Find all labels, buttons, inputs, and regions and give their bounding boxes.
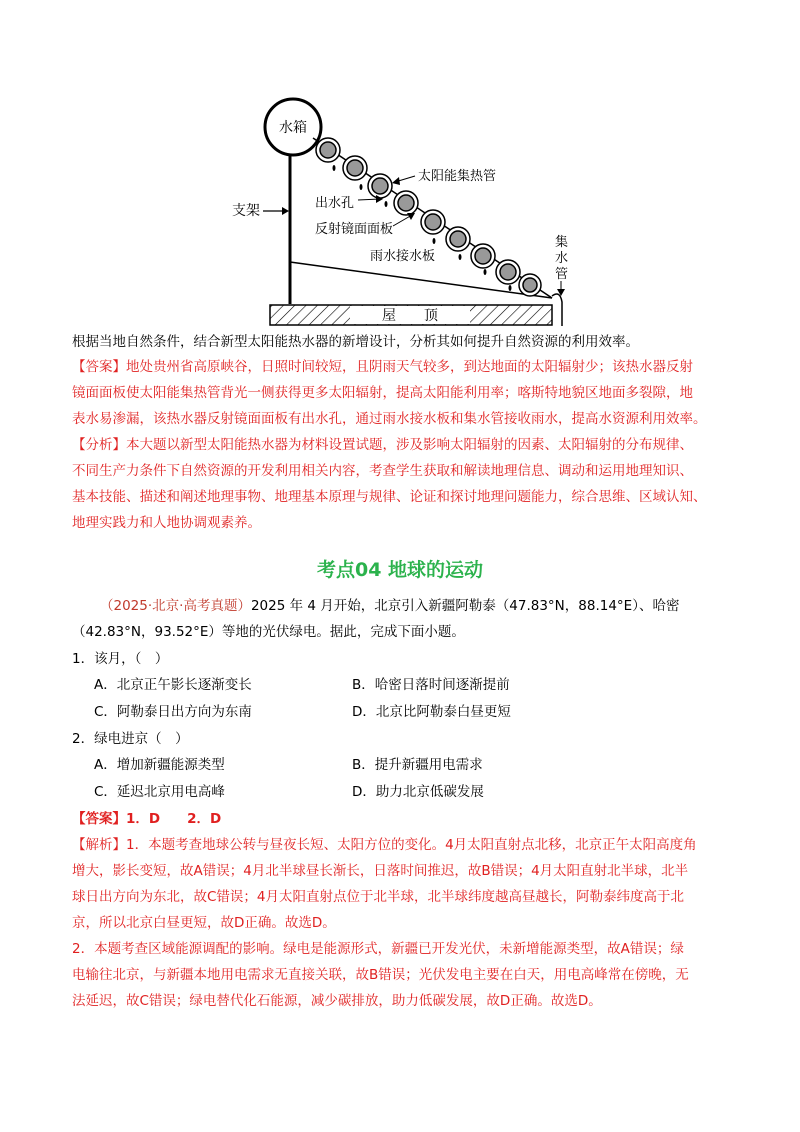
q2-option-d[interactable]: D．助力北京低碳发展 [352, 784, 484, 800]
roof-label: 屋 顶 [382, 308, 438, 324]
answer-line-3: 表水易渗漏，该热水器反射镜面面板有出水孔，通过雨水接水板和集水管接收雨水，提高水资源利用效率。 [72, 411, 707, 427]
q1-stem: 1．该月，（ ） [72, 651, 169, 667]
q1-option-d[interactable]: D．北京比阿勒泰白昼更短 [352, 704, 511, 720]
analysis-label: 【分析】 [72, 437, 126, 453]
q2-option-a[interactable]: A．增加新疆能源类型 [94, 757, 225, 773]
stand-label: 支架 [232, 203, 260, 219]
answer2-line: 【答案】1．D 2．D [72, 811, 222, 827]
tube-label: 太阳能集热管 [418, 169, 497, 184]
explanation-line-6: 电输往北京，与新疆本地用电需求无直接关联，故B错误；光伏发电主要在白天，用电高峰常在傍晚，无 [72, 967, 689, 983]
collector-label-1: 集 [555, 235, 569, 250]
explanation-line-7: 法延迟，故C错误；绿电替代化石能源，减少碳排放，助力低碳发展，故D正确。故选D。 [72, 993, 602, 1009]
analysis-line-1: 【分析】本大题以新型太阳能热水器为材料设置试题，涉及影响太阳辐射的因素、太阳辐射的分布规律、 [72, 437, 693, 453]
answer-line-1: 【答案】地处贵州省高原峡谷，日照时间较短，且阴雨天气较多，到达地面的太阳辐射少；该热水器反射 [72, 359, 693, 375]
section-title: 考点04 地球的运动 [316, 559, 484, 581]
solar-tubes [316, 138, 541, 296]
collector-pipe [552, 294, 562, 326]
source-tag: （2025·北京·高考真题） [100, 598, 251, 614]
explanation-line-5: 2．本题考查区域能源调配的影响。绿电是能源形式，新疆已开发光伏，未新增能源类型，故A错误；绿 [72, 941, 684, 957]
water-tank-label: 水箱 [279, 120, 307, 136]
q1-option-c[interactable]: C．阿勒泰日出方向为东南 [94, 704, 252, 720]
analysis-line-2: 不同生产力条件下自然资源的开发利用相关内容，考查学生获取和解读地理信息、调动和运用地理知识、 [72, 463, 693, 479]
outlet-label: 出水孔 [315, 196, 355, 211]
q1-option-b[interactable]: B．哈密日落时间逐渐提前 [352, 677, 510, 693]
q1-option-a[interactable]: A．北京正午影长逐渐变长 [94, 677, 252, 693]
answer-label: 【答案】 [72, 359, 126, 375]
explanation-label: 【解析】 [72, 837, 126, 853]
answer2-label: 【答案】 [72, 811, 126, 827]
question-text: 根据当地自然条件，结合新型太阳能热水器的新增设计，分析其如何提升自然资源的利用效率。 [72, 334, 639, 350]
q2-option-c[interactable]: C．延迟北京用电高峰 [94, 784, 225, 800]
explanation-line-3: 球日出方向为东北，故C错误；4月太阳直射点位于北半球，北半球纬度越高昼越长，阿勒泰纬度高于北 [72, 889, 685, 905]
analysis-line-4: 地理实践力和人地协调观素养。 [72, 515, 261, 531]
explanation-line-2: 增大，影长变短，故A错误；4月北半球昼长渐长，日落时间推迟，故B错误；4月太阳直射北半球，北半 [72, 863, 689, 879]
answer-line-2: 镜面面板使太阳能集热管背光一侧获得更多太阳辐射，提高太阳能利用率；喀斯特地貌区地面多裂隙，地 [72, 385, 693, 401]
q2-option-b[interactable]: B．提升新疆用电需求 [352, 757, 483, 773]
intro-line-1: （2025·北京·高考真题）2025 年 4 月开始，北京引入新疆阿勒泰（47.83°N，88.14°E）、哈密 [100, 598, 680, 614]
explanation-line-4: 京，所以北京白昼更短，故D正确。故选D。 [72, 915, 336, 931]
mirror-label: 反射镜面面板 [315, 222, 394, 237]
collector-label-2: 水 [555, 251, 569, 266]
solar-heater-diagram [0, 0, 800, 330]
intro-line-2: （42.83°N，93.52°E）等地的光伏绿电。据此，完成下面小题。 [72, 624, 465, 640]
rain-board-label: 雨水接水板 [370, 249, 436, 264]
analysis-line-3: 基本技能、描述和阐述地理事物、地理基本原理与规律、论证和探讨地理问题能力，综合思维、区域认知、 [72, 489, 707, 505]
q2-stem: 2．绿电进京（ ） [72, 731, 189, 747]
collector-label-3: 管 [555, 267, 569, 282]
explanation-line-1: 【解析】1．本题考查地球公转与昼夜长短、太阳方位的变化。4月太阳直射点北移，北京正午太阳高度角 [72, 837, 697, 853]
